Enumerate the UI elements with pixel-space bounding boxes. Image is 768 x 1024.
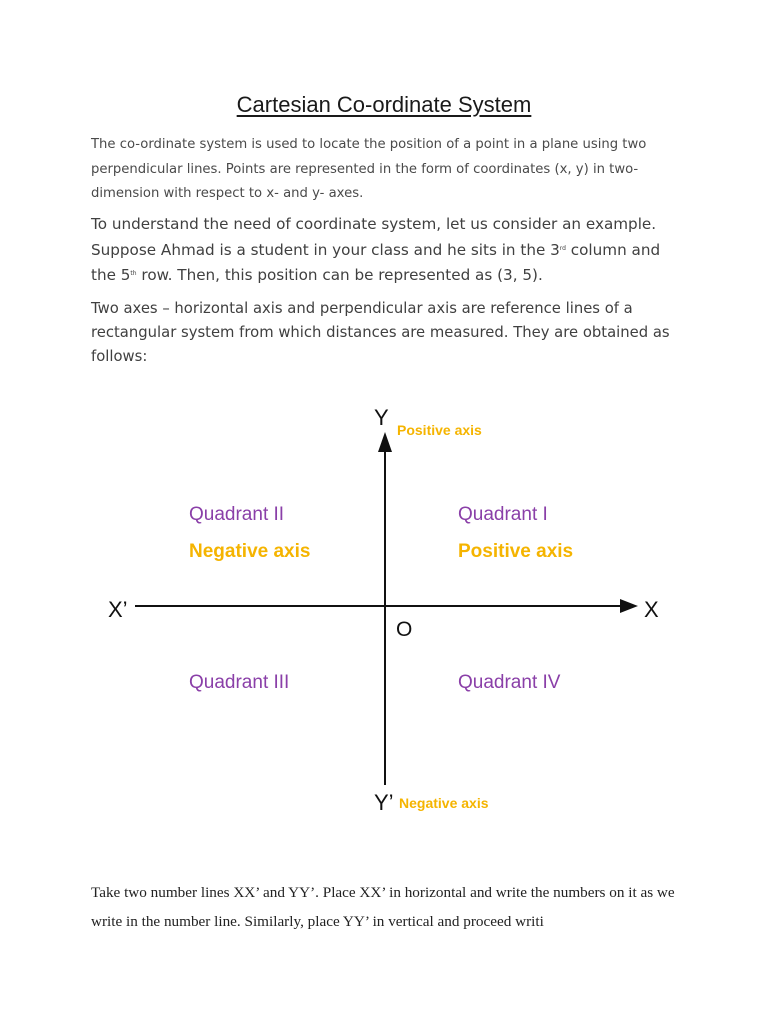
number-lines-paragraph: Take two number lines XX’ and YY’. Place XX’ in horizontal and write the numbers on it as we write in the number line. Similarly, place YY’ in vertical and proceed writi [91,884,675,930]
y-axis-label: Y [374,405,389,430]
y-negative-label: Negative axis [399,795,489,811]
quadrant-2-sub: Negative axis [189,541,311,562]
y-prime-label: Y’ [374,790,394,815]
origin-label: O [396,618,413,641]
axes-paragraph: Two axes – horizontal axis and perpendicular axis are reference lines of a rectangular system from which distances are measured. They are obtained as follows: [91,300,670,365]
intro-paragraph: The co-ordinate system is used to locate the position of a point in a plane using two perpendicular lines. Points are represented in the form of coordinates (x, y) in two-dimension with respect to x- and y- axes. [91,137,647,201]
quadrant-3-label: Quadrant III [189,672,290,693]
page-title: Cartesian Co-ordinate System [236,92,532,117]
quadrant-1-sub: Positive axis [458,541,574,562]
ordinal-rd: rd [559,244,566,252]
example-line-2b: column and [565,240,661,259]
y-axis-arrow [378,432,392,452]
x-prime-label: X’ [108,597,128,622]
example-line-3a: the 5 [91,266,131,284]
quadrant-4-label: Quadrant IV [458,672,561,693]
example-line-1: To understand the need of coordinate system, let us consider an example. [91,215,657,233]
ordinal-th: th [130,270,137,277]
x-axis-label: X [644,597,659,622]
example-line-2a: Suppose Ahmad is a student in your class and he sits in the 3 [91,240,560,259]
quadrant-1-label: Quadrant I [458,504,548,525]
example-line-3b: row. Then, this position can be represented as (3, 5). [136,266,543,284]
y-positive-label: Positive axis [397,422,482,438]
quadrant-2-label: Quadrant II [189,504,285,525]
x-axis-arrow [620,599,638,613]
